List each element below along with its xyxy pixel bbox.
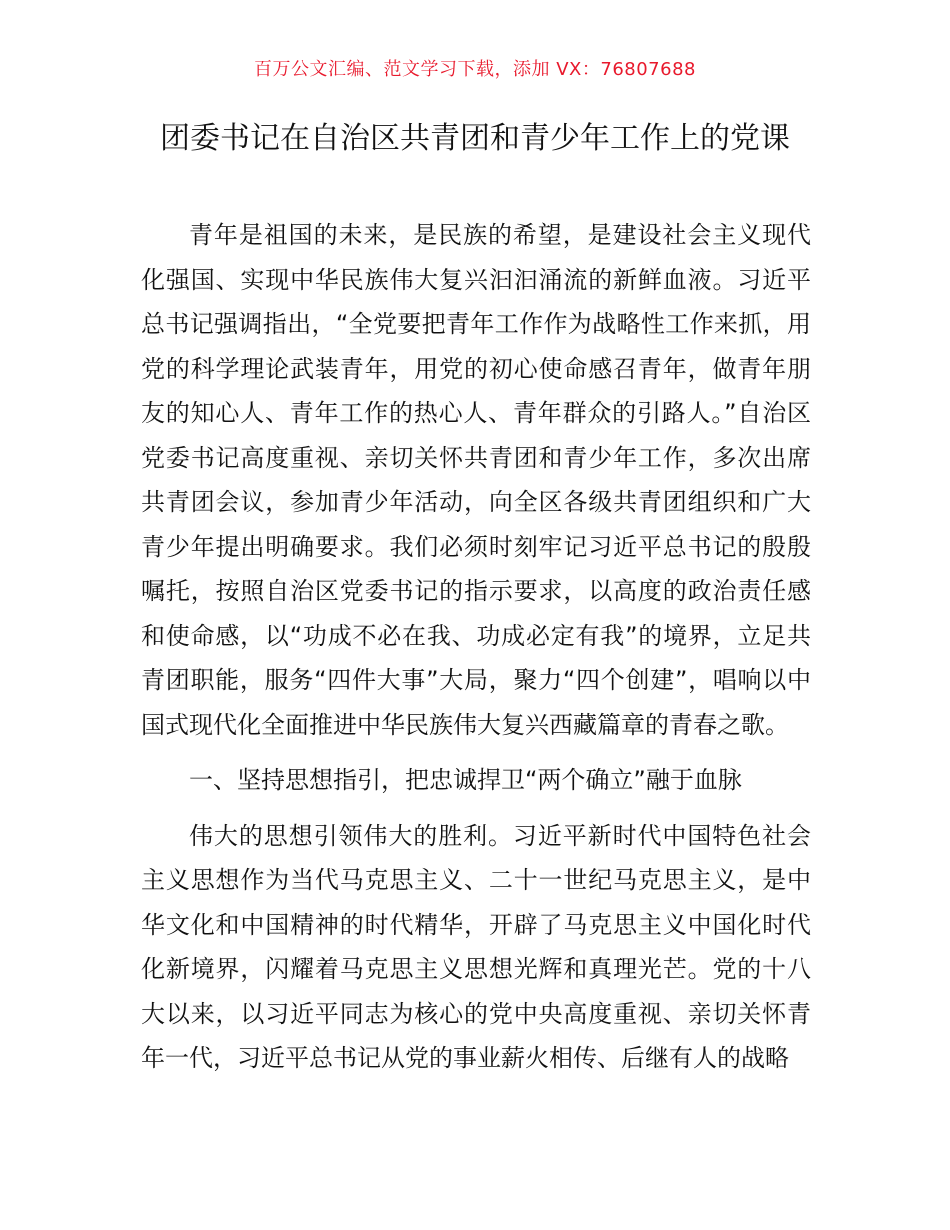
- section-heading: 一、坚持思想指引，把忠诚捍卫“两个确立”融于血脉: [189, 766, 742, 794]
- document-body: [141, 213, 811, 1081]
- document-title: 团委书记在自治区共青团和青少年工作上的党课: [160, 121, 790, 156]
- intro-paragraph: 青年是祖国的未来，是民族的希望，是建设社会主义现代化强国、实现中华民族伟大复兴汩汩涌流的新鲜血液。习近平总书记强调指出，“全党要把青年工作作为战略性工作来抓，用党的科学理论武装青年，用党的初心使命感召青年，做青年朋友的知心人、青年工作的热心人、青年群众的引路人。”自治区党委书记高度重视、亲切关怀共青团和青少年工作，多次出席共青团会议，参加青少年活动，向全区各级共青团组织和广大青少年提出明确要求。我们必须时刻牢记习近平总书记的殷殷嘱托，按照自治区党委书记的指示要求，以高度的政治责任感和使命感，以“功成不必在我、功成必定有我”的境界，立足共青团职能，服务“四件大事”大局，聚力“四个创建”，唱响以中国式现代化全面推进中华民族伟大复兴西藏篇章的青春之歌。: [141, 221, 811, 739]
- header-watermark-note: 百万公文汇编、范文学习下载，添加 VX：76807688: [254, 59, 696, 80]
- section-paragraph: 伟大的思想引领伟大的胜利。习近平新时代中国特色社会主义思想作为当代马克思主义、二十一世纪马克思主义，是中华文化和中国精神的时代精华，开辟了马克思主义中国化时代化新境界，闪耀着马克思主义思想光辉和真理光芒。党的十八大以来，以习近平同志为核心的党中央高度重视、亲切关怀青年一代，习近平总书记从党的事业薪火相传、后继有人的战略: [141, 821, 811, 1072]
